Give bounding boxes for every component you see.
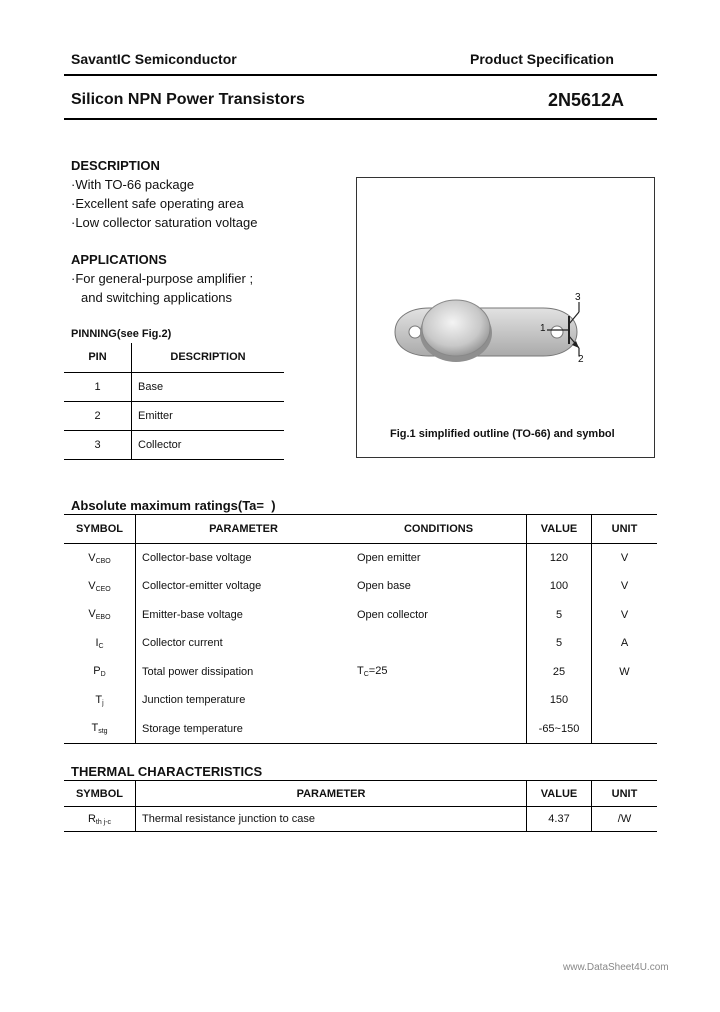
conditions-cell: [351, 658, 527, 687]
abs-max-heading-close: ): [271, 498, 276, 513]
figure-box: [356, 177, 655, 458]
symbol: I: [95, 636, 99, 649]
col-description: DESCRIPTION: [170, 351, 246, 364]
table-row: [64, 372, 284, 401]
col-symbol: SYMBOL: [64, 515, 136, 544]
pinning-header-row: [64, 343, 284, 372]
value-cell: 100: [527, 572, 592, 601]
col-unit: UNIT: [611, 523, 638, 535]
parameter-cell: Total power dissipation: [142, 665, 254, 678]
header-rule-top: [64, 74, 657, 76]
parameter-cell: Emitter-base voltage: [142, 608, 243, 621]
part-number: 2N5612A: [548, 90, 625, 110]
product-title: Silicon NPN Power Transistors: [71, 91, 305, 108]
pinning-heading: PINNING(see Fig.2): [71, 328, 172, 340]
abs-max-header-row: [64, 515, 657, 544]
condition-symbol: T: [357, 665, 364, 678]
value-cell: 25: [527, 658, 592, 687]
pin-number: 2: [64, 401, 132, 430]
condition-sub: C: [363, 671, 369, 679]
description-item: ·Excellent safe operating area: [71, 196, 244, 211]
conditions-cell: Open emitter: [351, 544, 527, 573]
parameter-cell: Collector current: [142, 637, 223, 650]
symbol: R: [87, 812, 96, 825]
pinning-table: [64, 343, 284, 460]
table-row: [64, 686, 657, 715]
package-outline-illustration: [357, 178, 654, 457]
table-row: [64, 601, 657, 630]
symbol-sub: D: [100, 671, 106, 679]
value-cell: -65~150: [527, 715, 592, 744]
symbol-sub: th j-c: [95, 818, 112, 826]
table-row: [64, 401, 284, 430]
table-row: [64, 629, 657, 658]
table-row: [64, 544, 657, 573]
pin-description: Collector: [138, 438, 182, 451]
table-row: [64, 430, 284, 459]
pin-description: Base: [138, 380, 164, 393]
thermal-header-row: [64, 781, 657, 807]
pin-number: 3: [64, 430, 132, 459]
unit-cell: [592, 686, 658, 715]
parameter-cell: Junction temperature: [142, 694, 246, 707]
col-value: VALUE: [527, 515, 592, 544]
value-cell: 120: [527, 544, 592, 573]
symbol-cell: [64, 572, 136, 601]
table-row: [64, 572, 657, 601]
unit-cell: V: [620, 552, 629, 564]
unit-cell: W: [619, 665, 630, 678]
unit-cell: V: [620, 608, 629, 621]
col-value: VALUE: [527, 781, 592, 807]
unit-cell: [592, 715, 658, 744]
abs-max-heading-text: Absolute maximum ratings(Ta=: [71, 498, 264, 513]
symbol-cell: [64, 658, 136, 687]
symbol-sub: stg: [98, 728, 108, 735]
doc-type: Product Specification: [470, 51, 614, 67]
thermal-table: [64, 780, 657, 832]
symbol-sub: EBO: [95, 614, 111, 622]
table-row: [64, 658, 657, 687]
abs-max-heading: [71, 498, 276, 513]
unit-cell: V: [620, 580, 629, 593]
symbol-cell: [64, 629, 136, 658]
value-cell: 4.37: [527, 807, 592, 832]
col-parameter: PARAMETER: [136, 781, 527, 807]
conditions-cell: [351, 686, 527, 715]
application-item: and switching applications: [81, 290, 233, 305]
pin-number: 1: [64, 372, 132, 401]
pin-description: Emitter: [138, 409, 173, 422]
symbol-sub: CBO: [95, 557, 111, 565]
description-item: ·Low collector saturation voltage: [71, 215, 258, 230]
unit-cell: A: [620, 637, 629, 650]
col-symbol: SYMBOL: [64, 781, 136, 807]
watermark-link[interactable]: www.DataSheet4U.com: [563, 962, 669, 973]
symbol: V: [88, 551, 96, 564]
col-unit: UNIT: [611, 787, 638, 800]
symbol-cell: [64, 544, 136, 573]
symbol: V: [88, 608, 96, 621]
symbol-sub: CEO: [95, 585, 111, 593]
pin-label-collector: 3: [575, 292, 581, 303]
value-cell: 5: [527, 629, 592, 658]
header-rule-bottom: [64, 118, 657, 120]
company-name: SavantIC Semiconductor: [71, 51, 237, 67]
col-conditions: CONDITIONS: [351, 515, 527, 544]
symbol: V: [88, 579, 96, 592]
parameter-cell: Collector-base voltage: [142, 552, 252, 564]
figure-caption: Fig.1 simplified outline (TO-66) and symbol: [390, 428, 615, 440]
symbol-sub: j: [102, 699, 104, 707]
conditions-cell: [351, 629, 527, 658]
unit-cell: /W: [617, 813, 632, 825]
value-cell: 150: [527, 686, 592, 715]
symbol: T: [91, 722, 99, 734]
application-item: ·For general-purpose amplifier ;: [71, 271, 254, 286]
symbol: P: [93, 665, 101, 678]
parameter-cell: Storage temperature: [142, 722, 243, 735]
value-cell: 5: [527, 601, 592, 630]
parameter-cell: Thermal resistance junction to case: [136, 807, 527, 832]
applications-heading: APPLICATIONS: [71, 252, 167, 267]
symbol: T: [95, 693, 103, 706]
conditions-cell: [351, 715, 527, 744]
table-row: [64, 715, 657, 744]
description-heading: DESCRIPTION: [71, 158, 160, 173]
conditions-cell: Open base: [351, 572, 527, 601]
symbol-sub: C: [98, 642, 104, 650]
symbol-cell: [64, 807, 136, 832]
conditions-cell: Open collector: [351, 601, 527, 630]
description-item: ·With TO-66 package: [71, 177, 195, 192]
symbol-cell: [64, 601, 136, 630]
thermal-heading: THERMAL CHARACTERISTICS: [71, 764, 263, 779]
table-row: [64, 807, 657, 832]
col-parameter: PARAMETER: [209, 523, 278, 535]
pin-label-emitter: 2: [578, 354, 584, 365]
symbol-cell: [64, 686, 136, 715]
abs-max-table: [64, 514, 657, 744]
condition-value: =25: [368, 665, 388, 678]
col-pin: PIN: [64, 343, 132, 372]
pin-label-base: 1: [540, 323, 546, 334]
parameter-cell: Collector-emitter voltage: [142, 580, 262, 593]
symbol-cell: [64, 715, 136, 744]
